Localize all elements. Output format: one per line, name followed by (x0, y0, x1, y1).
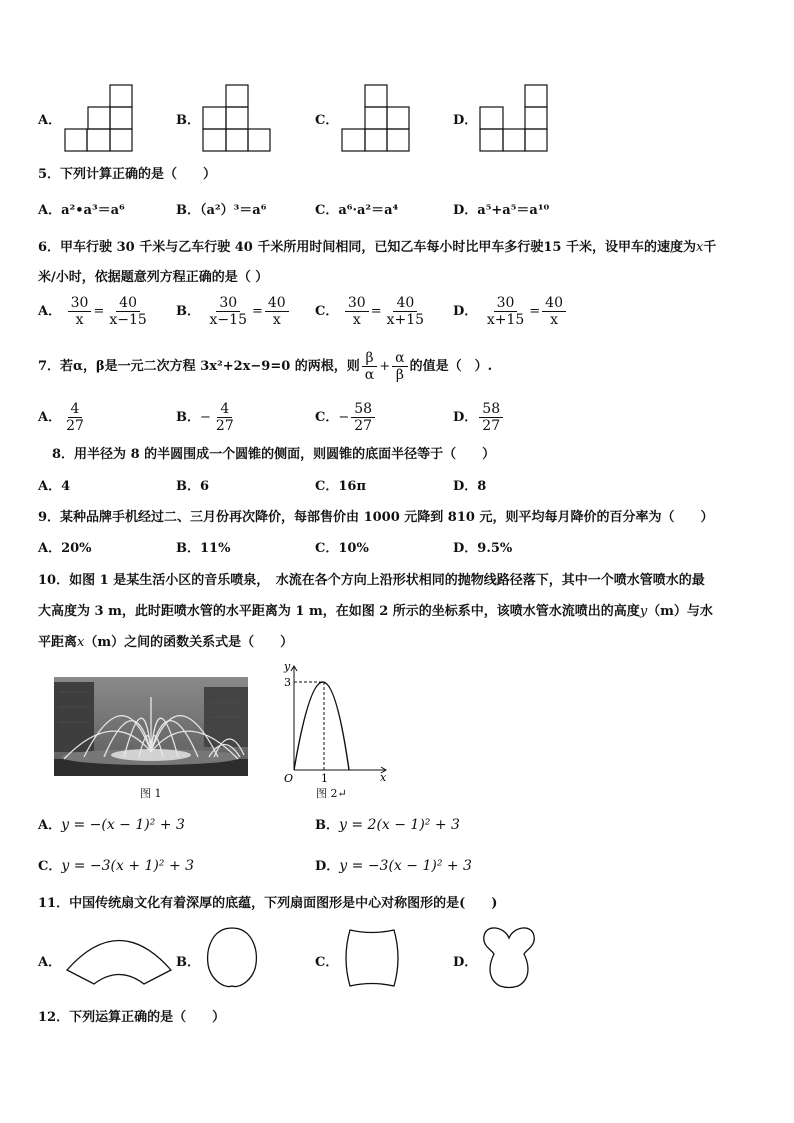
fraction (362, 350, 377, 383)
fraction (213, 401, 237, 434)
q11-option-a-fan-shape (64, 925, 174, 987)
fraction (384, 295, 427, 328)
q6-stem-line1 (38, 238, 716, 258)
parabola-curve (294, 682, 349, 770)
fraction (63, 401, 87, 434)
q4-option-d-figure (479, 84, 549, 154)
q9-option-b (176, 539, 230, 559)
q11-option-c-letter: C． (315, 955, 339, 970)
numerator: 4 (68, 401, 83, 418)
q4-option-b-figure (202, 84, 272, 154)
fraction (542, 295, 566, 328)
q9-option-d (453, 539, 512, 559)
figure-2-caption: 图 2↵ (316, 787, 347, 800)
q7-option-a-letter: A． (38, 410, 62, 425)
q8-option-a-text: 4 (61, 479, 71, 494)
q6-option-c-letter: C． (315, 304, 339, 319)
q9-option-b-letter: B． (176, 541, 200, 556)
numerator: 30 (68, 295, 92, 312)
figure-1-caption: 图 1 (140, 787, 162, 800)
q10-option-b-letter: B． (315, 818, 339, 833)
denominator: x (272, 312, 281, 328)
q4-option-c-figure (341, 84, 411, 154)
denominator: x+15 (386, 312, 425, 328)
q10-option-d-letter: D． (315, 859, 340, 874)
fountain-photo (54, 677, 248, 776)
q6-line1-end: 千 (703, 240, 717, 255)
q7-option-b (176, 401, 239, 434)
q9-option-b-text: 11% (200, 541, 231, 556)
denominator: α (364, 367, 375, 383)
numerator: β (362, 350, 376, 367)
q11-stem: 11．中国传统扇文化有着深厚的底蕴，下列扇面图形是中心对称图形的是( ) (38, 896, 498, 911)
q6-option-d-letter: D． (453, 304, 478, 319)
q4-option-c-letter: C． (315, 113, 339, 128)
q11-option-d-fan-shape (480, 922, 538, 990)
q11-option-a-letter: A． (38, 955, 62, 970)
q10-stem-line2 (38, 602, 713, 622)
equals-sign: = (529, 304, 541, 319)
q4-option-a-figure (64, 84, 134, 154)
denominator: 27 (354, 418, 373, 434)
q6-line1-text: 6．甲车行驶 30 千米与乙车行驶 40 千米所用时间相同，已知乙车每小时比甲车多行驶15 千米，设甲车的速度为 (38, 240, 696, 255)
q5-option-a-letter: A． (38, 203, 62, 218)
denominator: x−15 (109, 312, 147, 328)
q10-line3-pre: 平距离 (38, 635, 78, 650)
equals-sign: = (370, 304, 382, 319)
numerator: 30 (494, 295, 518, 312)
q4-option-b-letter: B． (176, 113, 200, 128)
denominator: x (75, 312, 84, 328)
numerator: 40 (393, 295, 417, 312)
q11-option-b-letter: B． (176, 955, 200, 970)
q10-var-x: x (77, 635, 85, 650)
numerator: 58 (351, 401, 375, 418)
q9-option-a (38, 539, 92, 559)
numerator: 40 (542, 295, 566, 312)
numerator: 40 (265, 295, 289, 312)
q5-option-d (453, 201, 549, 221)
q9-option-c (315, 539, 369, 559)
fraction (351, 401, 375, 434)
q7-option-c (315, 401, 377, 434)
q5-option-b-letter: B． (176, 203, 200, 218)
q7-option-b-letter: B． (176, 410, 200, 425)
q10-stem-line1: 10．如图 1 是某生活小区的音乐喷泉， 水流在各个方向上沿形状相同的抛物线路径落下，其中一个喷水管喷水的最 (38, 573, 705, 588)
q8-option-b-letter: B． (176, 479, 200, 494)
origin-label: O (284, 772, 294, 785)
q10-option-a (38, 815, 185, 836)
q10-line3-end: （m）之间的函数关系式是（ ） (84, 635, 294, 650)
q12-stem: 12．下列运算正确的是（ ） (38, 1010, 226, 1025)
fraction (68, 295, 92, 328)
numerator: 40 (116, 295, 140, 312)
q6-option-d (453, 295, 568, 328)
q5-option-c (315, 201, 398, 221)
q10-var-y: y (639, 604, 648, 619)
q8-option-a-letter: A． (38, 479, 62, 494)
q7-option-d (453, 401, 505, 434)
q8-option-c-text: 16π (338, 479, 366, 494)
q5-option-c-text: a⁶·a²＝a⁴ (338, 203, 399, 218)
q10-option-a-text: y = −(x − 1)² + 3 (61, 817, 185, 833)
numerator: 30 (216, 295, 240, 312)
q5-option-d-text: a⁵+a⁵＝a¹⁰ (477, 203, 550, 218)
q4-option-a-letter: A． (38, 113, 62, 128)
numerator: 30 (345, 295, 369, 312)
fraction (345, 295, 369, 328)
denominator: x+15 (486, 312, 525, 328)
q10-line2-end: （m）与水 (647, 604, 713, 619)
fraction (106, 295, 149, 328)
q6-option-c (315, 295, 429, 328)
parabola-graph (274, 660, 394, 785)
q8-option-a (38, 477, 70, 497)
denominator: x−15 (209, 312, 247, 328)
numerator: 58 (479, 401, 503, 418)
q5-stem: 5．下列计算正确的是（ ） (38, 167, 217, 182)
q8-option-b (176, 477, 209, 497)
q4-option-d-letter: D． (453, 113, 478, 128)
q9-stem: 9．某种品牌手机经过二、三月份再次降价，每部售价由 1000 元降到 810 元，则平均每月降价的百分率为（ ） (38, 510, 714, 525)
q5-option-d-letter: D． (453, 203, 478, 218)
q10-option-d-text: y = −3(x − 1)² + 3 (339, 858, 472, 874)
denominator: x (550, 312, 559, 328)
x-axis-label: x (380, 771, 387, 784)
q6-option-a-letter: A． (38, 304, 62, 319)
denominator: β (395, 367, 404, 383)
numerator: 4 (217, 401, 232, 418)
q10-option-a-letter: A． (38, 818, 62, 833)
x-tick-label: 1 (321, 772, 328, 785)
q8-option-c-letter: C． (315, 479, 339, 494)
q10-option-c-letter: C． (38, 859, 62, 874)
q9-option-d-letter: D． (453, 541, 478, 556)
q11-option-d-letter: D． (453, 955, 478, 970)
fraction (207, 295, 250, 328)
q6-var-x: x (695, 240, 704, 255)
q9-option-a-letter: A． (38, 541, 62, 556)
q7-stem (38, 350, 492, 383)
q7-option-d-letter: D． (453, 410, 478, 425)
q10-option-d (315, 856, 472, 877)
q10-option-b-text: y = 2(x − 1)² + 3 (339, 817, 460, 833)
minus-sign: − (338, 410, 350, 425)
q8-option-d (453, 477, 486, 497)
q6-option-b-letter: B． (176, 304, 200, 319)
q8-option-b-text: 6 (200, 479, 210, 494)
q11-option-c-fan-shape (342, 926, 402, 990)
q10-stem-line3 (38, 633, 293, 653)
equals-sign: = (251, 304, 263, 319)
q10-line2-text: 大高度为 3 m，此时距喷水管的水平距离为 1 m，在如图 2 所示的坐标系中，该喷水管水流喷出的高度 (38, 604, 640, 619)
denominator: 27 (66, 418, 84, 434)
q6-option-b (176, 295, 291, 328)
numerator: α (392, 350, 407, 367)
q5-option-a (38, 201, 125, 221)
denominator: 27 (482, 418, 501, 434)
fraction (392, 350, 407, 383)
q9-option-c-text: 10% (338, 541, 369, 556)
q8-option-d-text: 8 (477, 479, 487, 494)
fraction (265, 295, 289, 328)
q7-stem-pre: 7．若α，β是一元二次方程 3x²+2x−9=0 的两根，则 (38, 359, 360, 374)
q8-option-c (315, 477, 366, 497)
denominator: 27 (215, 418, 234, 434)
q5-option-b (176, 201, 266, 221)
fraction (479, 401, 503, 434)
q5-option-c-letter: C． (315, 203, 339, 218)
y-axis-label: y (284, 660, 291, 673)
q7-stem-post: 的值是（ ）. (409, 359, 493, 374)
q7-option-c-letter: C． (315, 410, 339, 425)
plus-sign: + (379, 359, 391, 374)
q8-option-d-letter: D． (453, 479, 478, 494)
q10-option-c (38, 856, 194, 877)
q11-option-b-fan-shape (204, 924, 260, 992)
q10-option-c-text: y = −3(x + 1)² + 3 (61, 858, 195, 874)
q7-option-a (38, 401, 89, 434)
equals-sign: = (93, 304, 105, 319)
fraction (484, 295, 527, 328)
q10-option-b (315, 815, 460, 836)
minus-sign: − (200, 410, 211, 425)
q6-option-a (38, 295, 152, 328)
denominator: x (352, 312, 361, 328)
q9-option-c-letter: C． (315, 541, 339, 556)
y-tick-label: 3 (284, 676, 291, 689)
q8-stem: 8．用半径为 8 的半圆围成一个圆锥的侧面，则圆锥的底面半径等于（ ） (52, 447, 496, 462)
q9-option-d-text: 9.5% (477, 541, 513, 556)
q5-option-a-text: a²•a³＝a⁶ (61, 203, 125, 218)
q5-option-b-text: （a²）³＝a⁶ (200, 203, 267, 218)
q6-stem-line2: 米/小时，依据题意列方程正确的是（ ） (38, 270, 269, 285)
q9-option-a-text: 20% (61, 541, 92, 556)
